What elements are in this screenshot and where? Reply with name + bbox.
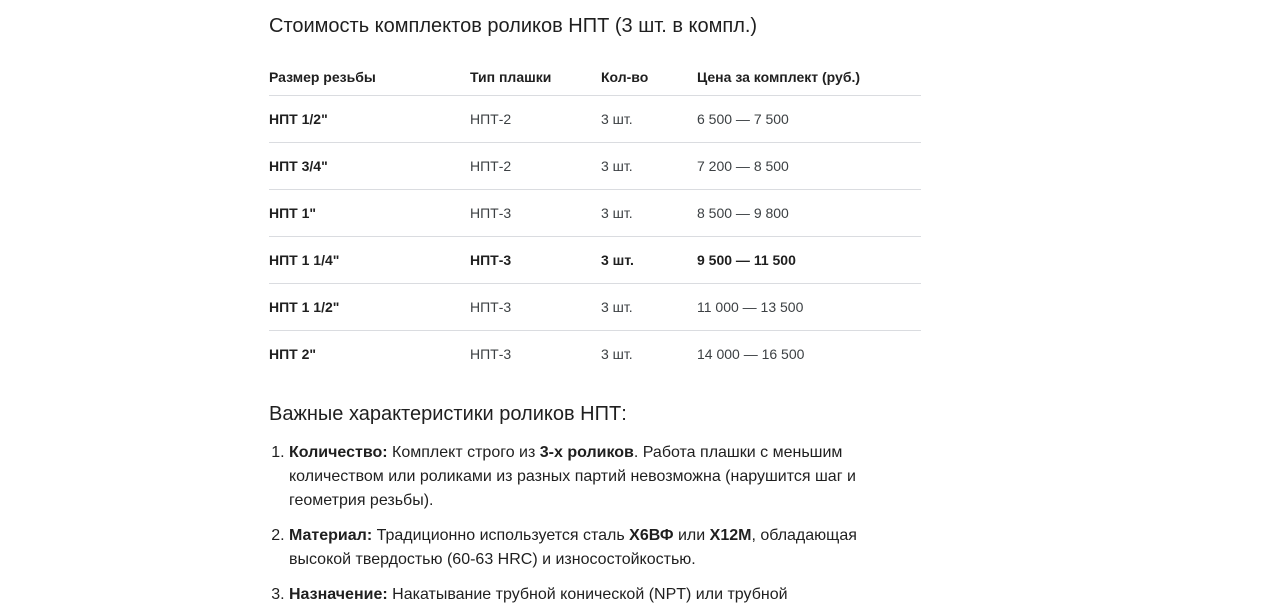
features-heading: Важные характеристики роликов НПТ:	[269, 403, 627, 425]
feature-text: или	[673, 527, 710, 544]
feature-item	[289, 583, 899, 607]
cell-thread-size: НПТ 1/2"	[269, 96, 470, 143]
feature-label: Количество:	[289, 444, 388, 461]
cell-quantity: 3 шт.	[601, 237, 697, 284]
feature-label: Назначение:	[289, 586, 388, 603]
cell-thread-size: НПТ 2"	[269, 346, 317, 362]
feature-text: , обладающая высокой твердостью (60-63 HRC) и износостойкостью.	[289, 527, 857, 568]
table-row	[269, 96, 921, 143]
feature-text: Накатывание трубной конической (NPT) или трубной	[387, 586, 788, 603]
cell-quantity: 3 шт.	[601, 143, 697, 190]
table-header-row	[269, 58, 921, 96]
table-row	[269, 237, 921, 284]
header-thread-size: Размер резьбы	[269, 58, 470, 96]
cell-price: 7 200 — 8 500	[697, 143, 921, 190]
feature-text: Традиционно используется сталь	[372, 527, 630, 544]
feature-label: Материал:	[289, 527, 373, 544]
cell-die-type: НПТ-2	[470, 143, 601, 190]
cell-price: 9 500 — 11 500	[697, 237, 921, 284]
features-list	[269, 441, 899, 608]
cell-quantity: 3 шт.	[601, 190, 697, 237]
feature-emphasis: Х12М	[709, 527, 752, 544]
cell-die-type: НПТ-3	[470, 237, 601, 284]
cell-price: 8 500 — 9 800	[697, 190, 921, 237]
cell-die-type: НПТ-2	[470, 96, 601, 143]
table-row	[269, 190, 921, 237]
feature-text: Комплект строго из	[387, 444, 540, 461]
header-price: Цена за комплект (руб.)	[697, 58, 921, 96]
price-table	[269, 58, 921, 377]
cell-price: 11 000 — 13 500	[697, 284, 921, 331]
table-body	[269, 96, 921, 378]
cell-thread-size: НПТ 3/4"	[269, 143, 470, 190]
cell-thread-size: НПТ 1 1/4"	[269, 237, 470, 284]
cell-price: 14 000 — 16 500	[697, 346, 805, 362]
table-row	[269, 331, 921, 378]
feature-text: . Работа плашки с меньшим количеством или роликами из разных партий невозможна (нарушится шаг и геометрия резьбы).	[289, 444, 856, 509]
feature-emphasis: 3-х роликов	[539, 444, 634, 461]
cell-quantity: 3 шт.	[601, 284, 697, 331]
cell-die-type: НПТ-3	[470, 284, 601, 331]
table-row	[269, 143, 921, 190]
cell-thread-size: НПТ 1 1/2"	[269, 284, 470, 331]
header-quantity: Кол-во	[601, 58, 697, 96]
feature-item	[289, 441, 899, 513]
cell-quantity: 3 шт.	[601, 346, 633, 362]
cell-quantity: 3 шт.	[601, 96, 697, 143]
header-die-type: Тип плашки	[470, 58, 601, 96]
cell-thread-size: НПТ 1"	[269, 190, 470, 237]
page-title: Стоимость комплектов роликов НПТ (3 шт. в компл.)	[269, 15, 758, 37]
cell-die-type: НПТ-3	[470, 190, 601, 237]
feature-item	[289, 524, 899, 572]
cell-price: 6 500 — 7 500	[697, 96, 921, 143]
table-row	[269, 284, 921, 331]
feature-emphasis: Х6ВФ	[629, 527, 674, 544]
cell-die-type: НПТ-3	[470, 346, 512, 362]
